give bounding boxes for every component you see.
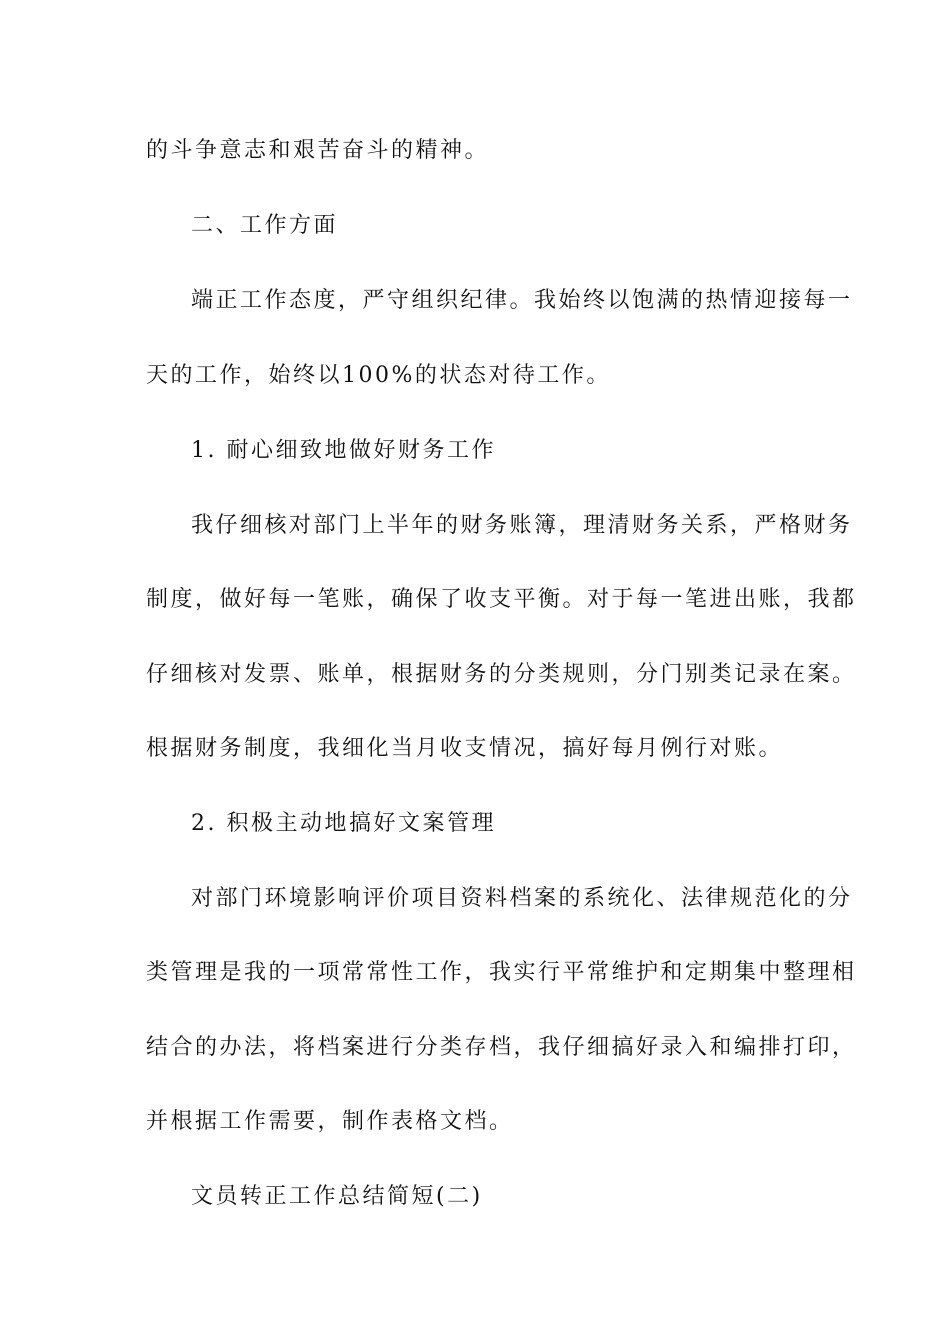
paragraph-line: 我仔细核对部门上半年的财务账簿，理清财务关系，严格财务 [191, 513, 853, 538]
paragraph-line: 对部门环境影响评价项目资料档案的系统化、法律规范化的分 [191, 886, 853, 911]
paragraph-line: 端正工作态度，严守组织纪律。我始终以饱满的热情迎接每一 [191, 288, 853, 313]
paragraph-line: 仔细核对发票、账单，根据财务的分类规则，分门别类记录在案。 [146, 662, 857, 687]
paragraph-line: 天的工作，始终以100%的状态对待工作。 [146, 363, 611, 388]
paragraph-line: 根据财务制度，我细化当月收支情况，搞好每月例行对账。 [146, 736, 784, 761]
document-title: 文员转正工作总结简短(二) [191, 1184, 483, 1209]
paragraph-line: 制度，做好每一笔账，确保了收支平衡。对于每一笔进出账，我都 [146, 587, 857, 612]
subsection-heading: 1. 耐心细致地做好财务工作 [191, 438, 496, 463]
paragraph-line: 类管理是我的一项常常性工作，我实行平常维护和定期集中整理相 [146, 960, 857, 985]
paragraph-line: 并根据工作需要，制作表格文档。 [146, 1109, 514, 1134]
section-heading: 二、工作方面 [191, 213, 339, 238]
paragraph-line: 结合的办法，将档案进行分类存档，我仔细搞好录入和编排打印， [146, 1035, 857, 1060]
paragraph-line: 的斗争意志和艰苦奋斗的精神。 [146, 138, 490, 163]
subsection-heading: 2. 积极主动地搞好文案管理 [191, 811, 496, 836]
